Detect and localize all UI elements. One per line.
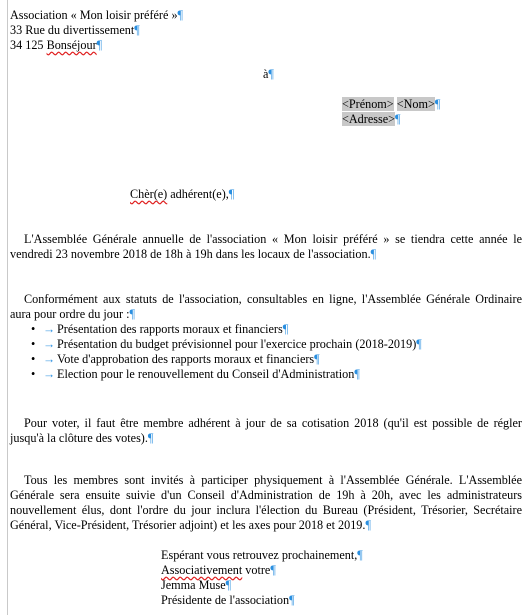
paragraph-1[interactable]: L'Assemblée Générale annuelle de l'association « Mon loisir préféré » se tiendra cette année le vendredi 23 novembre 2018 de 18h à 19h dans les locaux de l'association.¶ xyxy=(10,232,522,261)
recipient-name-line[interactable]: <Prénom> <Nom>¶ xyxy=(342,97,441,111)
bullet-icon: • xyxy=(31,337,36,351)
to-label[interactable]: à¶ xyxy=(263,67,274,81)
agenda-item[interactable]: • → Vote d'approbation des rapports moraux et financiers¶ xyxy=(31,352,320,366)
tab-arrow-icon: → xyxy=(43,352,56,366)
paragraph-4[interactable]: Tous les membres sont invités à participer physiquement à l'Assemblée Générale. L'Assemblée Générale sera ensuite suivie d'un Conseil d'Administration de 19h à 20h, avec les administrateurs nouvellement élus, dont l'ordre du jour inclura l'élection du Bureau (Président, Trésorier, Secrétaire Général, Vice-Président, Trésorier adjoint) et les axes pour 2018 et 2019.¶ xyxy=(10,473,522,532)
last-name-field[interactable]: <Nom> xyxy=(396,97,435,111)
closing-line[interactable]: Espérant vous retrouvez prochainement,¶ xyxy=(161,548,363,562)
agenda-item[interactable]: • → Election pour le renouvellement du Conseil d'Administration¶ xyxy=(31,367,360,381)
address-field[interactable]: <Adresse> xyxy=(342,112,396,126)
closing-line[interactable]: Associativement votre¶ xyxy=(161,563,276,577)
agenda-item[interactable]: • → Présentation du budget prévisionnel pour l'exercice prochain (2018-2019)¶ xyxy=(31,337,422,351)
salutation[interactable]: Chèr(e) adhérent(e),¶ xyxy=(130,187,235,201)
spellcheck-word: Bonséjour xyxy=(46,38,97,52)
tab-arrow-icon: → xyxy=(43,337,56,351)
margin-guide xyxy=(7,0,8,615)
signer-name[interactable]: Jemma Muse¶ xyxy=(161,578,232,592)
recipient-address-line[interactable]: <Adresse>¶ xyxy=(342,112,401,126)
sender-name[interactable]: Association « Mon loisir préféré »¶ xyxy=(10,8,184,22)
sender-street[interactable]: 33 Rue du divertissement¶ xyxy=(10,23,140,37)
signer-title[interactable]: Présidente de l'association¶ xyxy=(161,593,295,607)
paragraph-3[interactable]: Pour voter, il faut être membre adhérent à jour de sa cotisation 2018 (qu'il est possible de régler jusqu'à la clôture des votes).¶ xyxy=(10,416,522,445)
spellcheck-word: Associativement xyxy=(161,563,243,577)
agenda-item[interactable]: • → Présentation des rapports moraux et financiers¶ xyxy=(31,322,289,336)
tab-arrow-icon: → xyxy=(43,367,56,381)
tab-arrow-icon: → xyxy=(43,322,56,336)
first-name-field[interactable]: <Prénom> xyxy=(342,97,394,111)
bullet-icon: • xyxy=(31,352,36,366)
bullet-icon: • xyxy=(31,322,36,336)
spellcheck-word: Chèr(e) xyxy=(130,187,168,201)
bullet-icon: • xyxy=(31,367,36,381)
sender-city[interactable]: 34 125 Bonséjour¶ xyxy=(10,38,103,52)
paragraph-2[interactable]: Conformément aux statuts de l'association, consultables en ligne, l'Assemblée Générale Ordinaire aura pour ordre du jour :¶ xyxy=(10,292,522,321)
